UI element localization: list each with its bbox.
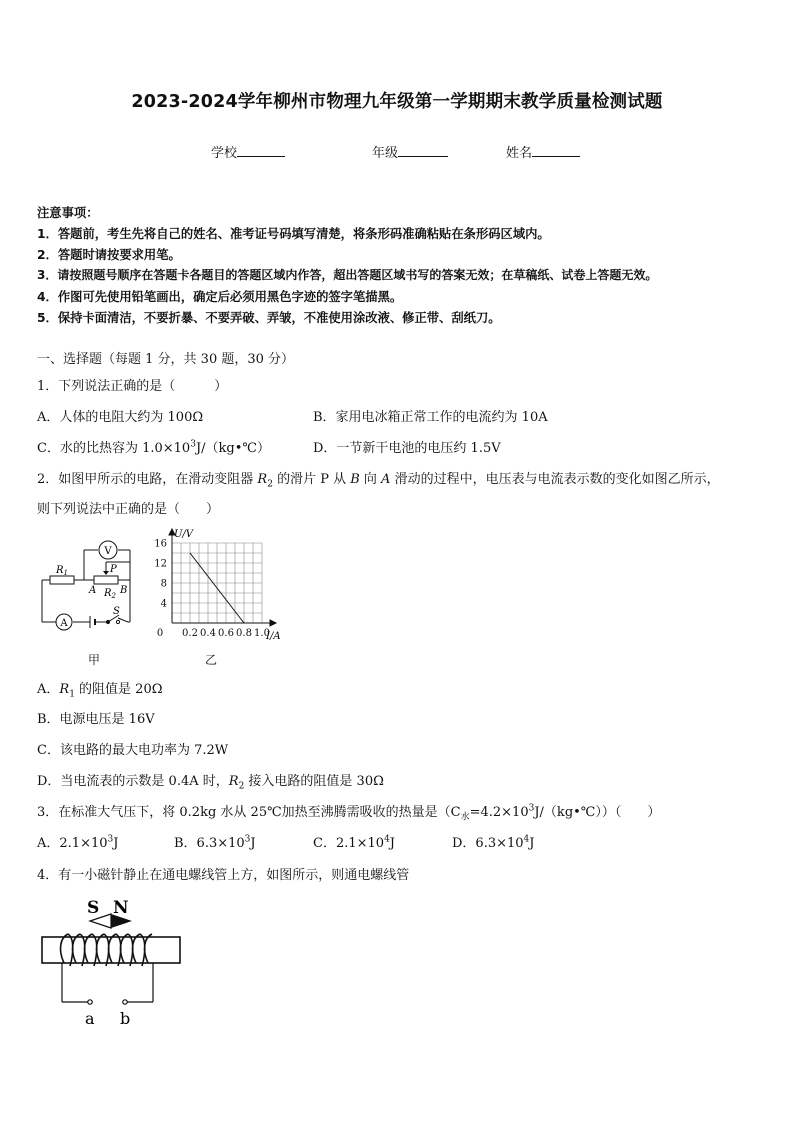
circuit-diagram [38, 538, 138, 634]
q3-option-c[interactable] [313, 832, 395, 851]
q2-stem-text: 滑动的过程中，电压表与电流表示数的变化如图乙所示， [390, 472, 720, 487]
notice-item: 5．保持卡面清洁，不要折暴、不要弄破、弄皱，不准使用涂改液、修正带、刮纸刀。 [37, 311, 501, 325]
q3-option-unit: J [529, 836, 535, 851]
q3-stem-text: 3．在标准大气压下，将 0.2kg 水从 25℃加热至沸腾需吸收的热量是（C [37, 805, 461, 820]
name-label: 姓名 [506, 146, 533, 161]
grade-label: 年级 [372, 146, 399, 161]
q2-stem-text: 向 [359, 472, 382, 487]
q2-option-d-text: 接入电路的阻值是 30Ω [244, 774, 384, 789]
q2-stem-line2: 则下列说法中正确的是（ ） [37, 502, 220, 517]
slider-p-label: P [110, 564, 117, 575]
q2-option-a-text: 的阻值是 20Ω [74, 682, 163, 697]
voltmeter-label: V [104, 546, 112, 557]
q3-option-sup: 4 [523, 834, 530, 845]
y-tick-label: 12 [154, 558, 167, 570]
q3-stem [37, 801, 660, 823]
page-title: 2023-2024学年柳州市物理九年级第一学期期末教学质量检测试题 [131, 92, 663, 112]
section-heading: 一、选择题（每题 1 分，共 30 题，30 分） [37, 352, 295, 367]
q3-option-text: C．2.1×10 [313, 836, 385, 851]
x-axis-arrow-icon [270, 620, 276, 626]
q2-r-symbol: R [257, 472, 268, 487]
r2-label: $R_2$ [104, 588, 116, 600]
q1-option-c[interactable] [37, 437, 270, 456]
ammeter-label: A [60, 618, 68, 629]
q1-option-d[interactable]: D．一节新干电池的电压约 1.5V [313, 441, 501, 456]
school-blank[interactable] [237, 144, 285, 157]
notice-heading: 注意事项： [37, 206, 99, 220]
q1-option-b[interactable]: B．家用电冰箱正常工作的电流约为 10A [313, 410, 548, 425]
school-label: 学校 [211, 146, 238, 161]
school-field[interactable] [211, 142, 285, 161]
q3-option-unit: J [113, 836, 119, 851]
q3-option-sup: 3 [244, 834, 251, 845]
q2-option-d-text: D．当电流表的示数是 0.4A 时， [37, 774, 229, 789]
q2-b-symbol: B [350, 472, 360, 487]
q3-option-sup: 3 [107, 834, 114, 845]
notice-item: 1．答题前，考生先将自己的姓名、准考证号码填写清楚，将条形码准确粘贴在条形码区域内。 [37, 227, 550, 241]
q3-option-text: D．6.3×10 [452, 836, 524, 851]
q1-stem: 1．下列说法正确的是（ ） [37, 379, 228, 394]
q3-option-d[interactable] [452, 832, 535, 851]
q2-option-d-sub: 2 [238, 781, 245, 792]
q3-stem-text: =4.2×10 [469, 805, 529, 820]
notice-item: 2．答题时请按要求用笔。 [37, 248, 181, 262]
q4-stem: 4．有一小磁针静止在通电螺线管上方，如图所示，则通电螺线管 [37, 868, 410, 883]
end-b-label: B [120, 585, 128, 596]
q1-option-c-sup: 3 [190, 439, 196, 450]
x-tick-label: 0.4 [200, 628, 216, 639]
q3-option-a[interactable] [37, 832, 118, 851]
x-tick-label: 0.6 [218, 628, 234, 639]
q3-stem-sub: 水 [460, 812, 470, 823]
grade-field[interactable] [372, 142, 448, 161]
q2-stem-text: 的滑片 P 从 [272, 472, 351, 487]
q2-option-d[interactable] [37, 770, 384, 792]
q2-r-sub: 2 [267, 479, 273, 490]
terminal-a-label: a [85, 1009, 95, 1028]
y-tick-label: 8 [160, 578, 167, 590]
q2-stem-text: 2．如图甲所示的电路，在滑动变阻器 [37, 472, 258, 487]
q2-stem-line1 [37, 468, 720, 490]
q3-stem-sup: 3 [528, 803, 535, 814]
name-blank[interactable] [532, 144, 580, 157]
q2-option-c[interactable]: C．该电路的最大电功率为 7.2W [37, 743, 229, 758]
y-axis-label: U/V [174, 529, 194, 540]
q1-option-c-text: C．水的比热容为 1.0×10 [37, 441, 191, 456]
figure-yi-caption: 乙 [205, 653, 218, 667]
q3-stem-text: J/（kg•℃））（ ） [534, 805, 661, 820]
slider-arrow-icon [103, 571, 109, 575]
end-a-label: A [89, 585, 97, 596]
x-tick-label: 0.8 [236, 628, 252, 639]
figure-jia-caption: 甲 [88, 653, 101, 667]
compass-s-label: S [87, 898, 100, 918]
q3-option-unit: J [389, 836, 396, 851]
r1-label: $R_1$ [56, 565, 68, 577]
grade-blank[interactable] [398, 144, 448, 157]
q2-option-a-sub: 1 [69, 689, 75, 700]
name-field[interactable] [506, 142, 580, 161]
compass-n-label: N [113, 898, 129, 918]
x-tick-label: 0 [156, 628, 164, 639]
x-axis-label: I/A [266, 631, 281, 642]
q1-option-a[interactable]: A．人体的电阻大约为 100Ω [37, 410, 204, 425]
u-i-graph [142, 528, 282, 644]
y-tick-label: 16 [154, 538, 167, 550]
q3-option-b[interactable] [174, 832, 256, 851]
q2-option-a-letter: A． [37, 682, 60, 697]
q3-option-unit: J [250, 836, 256, 851]
y-tick-label: 4 [160, 598, 167, 610]
notice-item: 3．请按照题号顺序在答题卡各题目的答题区域内作答，超出答题区域书写的答案无效；在草稿纸、试卷上答题无效。 [37, 268, 658, 282]
x-tick-label: 0.2 [182, 628, 198, 639]
q3-option-text: A．2.1×10 [37, 836, 108, 851]
q1-option-c-unit: J/（kg•℃） [195, 441, 270, 456]
q3-option-sup: 4 [384, 834, 390, 845]
notice-item: 4．作图可先使用铅笔画出，确定后必须用黑色字迹的签字笔描黑。 [37, 290, 403, 304]
q2-option-d-symbol: R [228, 774, 239, 789]
q3-option-text: B．6.3×10 [174, 836, 245, 851]
q2-option-a-symbol: R [59, 682, 70, 697]
solenoid-diagram [38, 890, 188, 1030]
terminal-b-label: b [120, 1009, 131, 1028]
q2-a-symbol: A [381, 472, 391, 487]
q2-option-a[interactable] [37, 678, 163, 700]
q2-option-b[interactable]: B．电源电压是 16V [37, 712, 155, 727]
switch-label: S [113, 606, 120, 617]
x-tick-label: 1.0 [254, 628, 270, 639]
